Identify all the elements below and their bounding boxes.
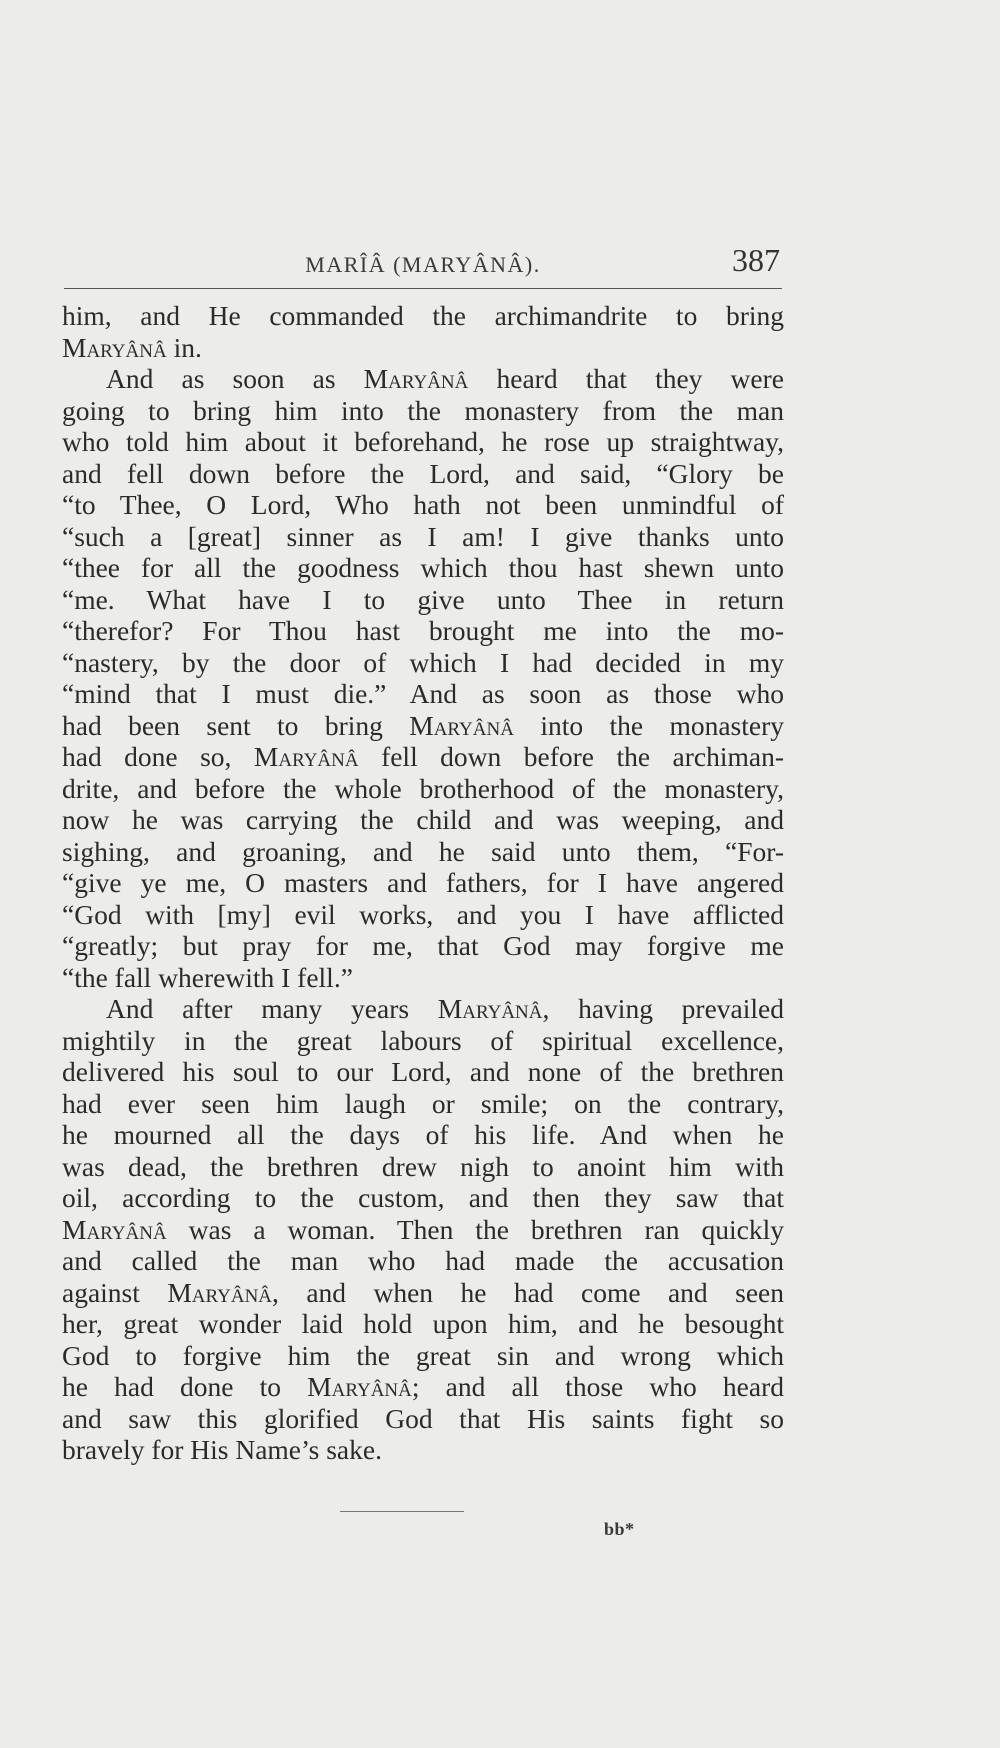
text-line: going to bring him into the monastery from the man — [62, 394, 784, 426]
text-line: “thee for all the goodness which thou hast shewn unto — [62, 552, 784, 583]
name-small-caps: Maryânâ — [62, 1213, 167, 1245]
text-line: now he was carrying the child and was weeping, and — [62, 804, 784, 835]
name-small-caps: Maryânâ — [409, 709, 514, 741]
text-line: had ever seen him laugh or smile; on the contrary, — [62, 1087, 784, 1119]
text-line: “God with [my] evil works, and you I have afflicted — [62, 898, 784, 930]
text-line: And after many years Maryânâ, having prevailed — [106, 993, 784, 1024]
name-small-caps: Maryânâ — [363, 363, 469, 394]
text-line: sighing, and groaning, and he said unto them, “For- — [62, 835, 784, 867]
text-line: her, great wonder laid hold upon him, and he besought — [62, 1308, 784, 1339]
text-line: he mourned all the days of his life. And when he — [62, 1119, 784, 1150]
text-line: “me. What have I to give unto Thee in return — [62, 583, 784, 615]
text-line: “give ye me, O masters and fathers, for I have angered — [62, 867, 784, 898]
running-head — [64, 242, 782, 289]
text-line: and saw this glorified God that His saints fight so — [62, 1402, 784, 1434]
text-line: and fell down before the Lord, and said, “Glory be — [62, 457, 784, 489]
name-small-caps: Maryânâ — [437, 993, 543, 1024]
text-line: “nastery, by the door of which I had decided in my — [62, 646, 784, 678]
text-line: and called the man who had made the accusation — [62, 1245, 784, 1276]
text-line: “such a [great] sinner as I am! I give thanks unto — [62, 520, 784, 552]
text-line: “the fall wherewith I fell.” — [62, 961, 353, 993]
text-line: Maryânâ was a woman. Then the brethren ran quickly — [62, 1213, 784, 1245]
printer-signature: bb* — [604, 1519, 635, 1539]
text-line: against Maryânâ, and when he had come and seen — [62, 1276, 784, 1308]
text-line: Maryânâ in. — [62, 331, 202, 363]
text-line: “greatly; but pray for me, that God may forgive me — [62, 930, 784, 961]
text-line: “therefor? For Thou hast brought me into the mo- — [62, 615, 784, 646]
text-line: And as soon as Maryânâ heard that they were — [106, 363, 784, 394]
text-line: God to forgive him the great sin and wrong which — [62, 1339, 784, 1371]
text-line: him, and He commanded the archimandrite to bring — [62, 300, 784, 331]
body-text — [62, 300, 784, 1466]
text-line: had done so, Maryânâ fell down before the archiman- — [62, 741, 784, 772]
name-small-caps: Maryânâ — [167, 1276, 273, 1308]
end-rule — [340, 1511, 464, 1512]
text-line: he had done to Maryânâ; and all those who heard — [62, 1371, 784, 1402]
text-line: was dead, the brethren drew nigh to anoint him with — [62, 1150, 784, 1182]
name-small-caps: Maryânâ — [253, 741, 359, 772]
text-line: “mind that I must die.” And as soon as those who — [62, 678, 784, 709]
text-line: bravely for His Name’s sake. — [62, 1434, 382, 1465]
text-line: oil, according to the custom, and then they saw that — [62, 1182, 784, 1213]
text-line: mightily in the great labours of spiritual excellence, — [62, 1024, 784, 1056]
text-line: drite, and before the whole brotherhood of the monastery, — [62, 772, 784, 804]
name-small-caps: Maryânâ — [307, 1371, 412, 1402]
text-line: “to Thee, O Lord, Who hath not been unmindful of — [62, 489, 784, 520]
page-number: 387 — [732, 242, 780, 278]
name-small-caps: Maryânâ — [62, 331, 167, 363]
running-title: MARÎÂ (MARYÂNÂ). — [305, 252, 541, 277]
text-line: delivered his soul to our Lord, and none of the brethren — [62, 1056, 784, 1087]
text-line: who told him about it beforehand, he rose up straightway, — [62, 426, 784, 457]
text-line: had been sent to bring Maryânâ into the monastery — [62, 709, 784, 741]
